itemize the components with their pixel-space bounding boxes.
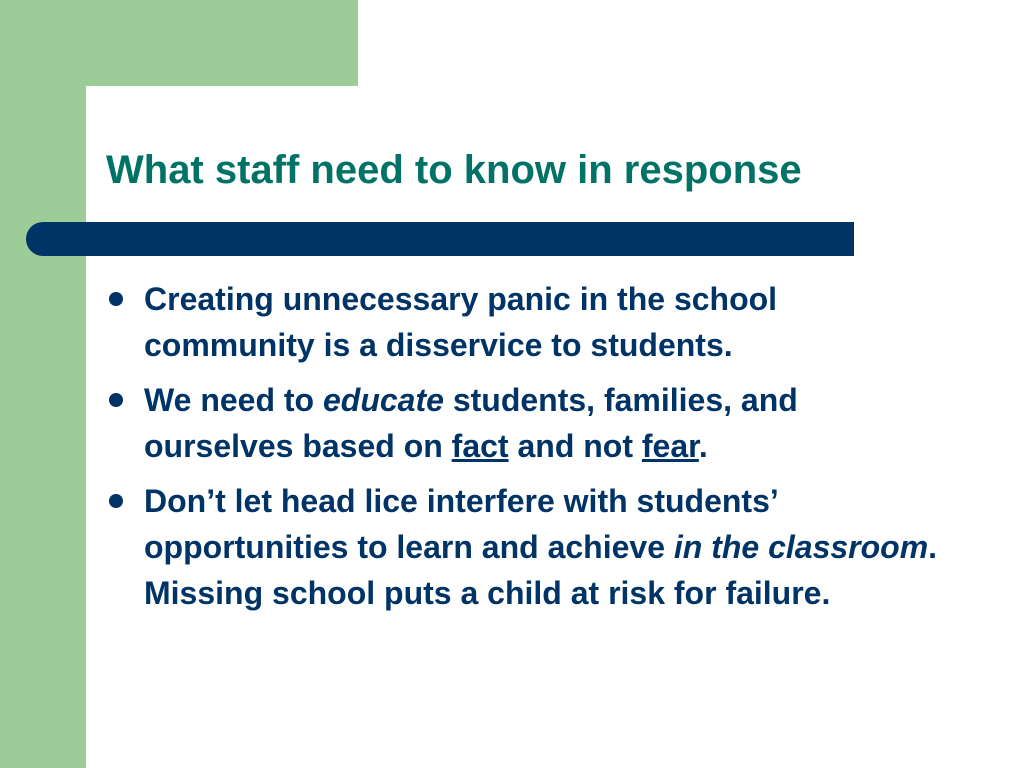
bullet-item-2 [106,377,946,469]
underlined-text: fear [641,428,699,464]
bullet-text: Creating unnecessary panic in the school community is a disservice to students. [144,281,778,363]
bullet-item-3 [106,478,946,616]
bullet-dot-icon [109,393,123,407]
slide-title: What staff need to know in response [106,148,802,192]
bullet-text-part: . [698,428,708,464]
green-frame-left [0,0,86,768]
bullet-dot-icon [109,494,123,508]
bullet-text-part: We need to [144,382,323,418]
bullet-text-part: Don’t let head lice interfere with students’ opportunities to learn and achieve [144,483,777,565]
emphasis-text: in the classroom [673,529,929,565]
green-frame-top [0,0,358,86]
bullet-item-1 [106,276,946,368]
bullet-list [106,276,946,625]
bullet-dot-icon [109,292,123,306]
title-underline-bar [26,222,854,256]
bullet-text-part: and not [508,428,642,464]
underlined-text: fact [451,428,509,464]
bullet-text-part: students, families, and ourselves based on [144,382,798,464]
emphasis-text: educate [322,382,444,418]
bullet-text-part: . Missing school puts a child at risk for failure. [144,529,938,611]
